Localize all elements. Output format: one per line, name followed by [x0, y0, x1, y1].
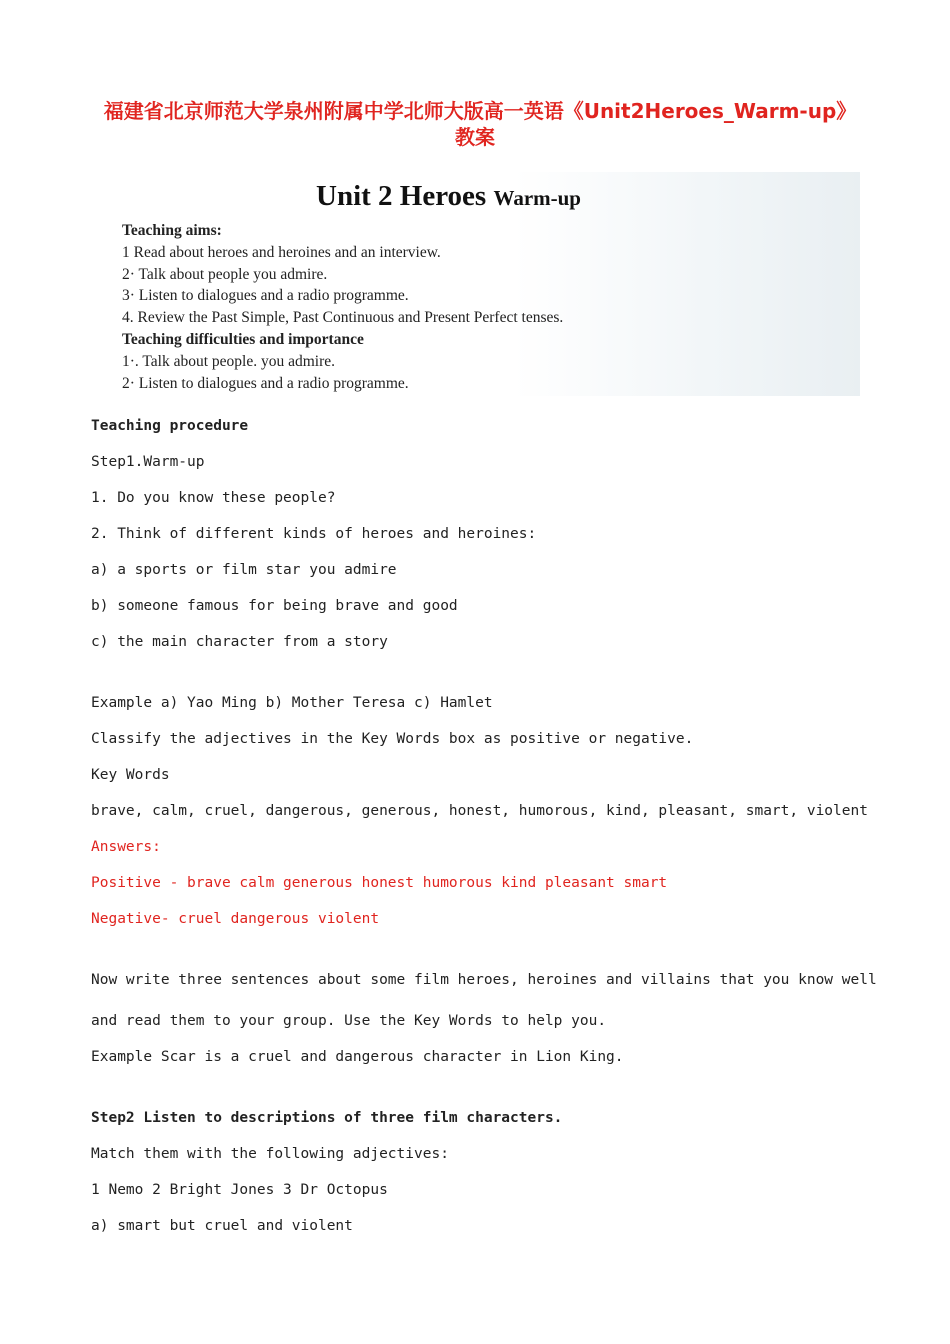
- body-line: Key Words: [91, 767, 170, 783]
- aim-item: 2· Talk about people you admire.: [122, 265, 328, 283]
- body-line: and read them to your group. Use the Key Words to help you.: [91, 1013, 607, 1029]
- body-line: a) a sports or film star you admire: [91, 562, 397, 578]
- body-line: Example Scar is a cruel and dangerous character in Lion King.: [91, 1049, 624, 1065]
- body-line: Classify the adjectives in the Key Words box as positive or negative.: [91, 731, 694, 747]
- answers-negative: Negative- cruel dangerous violent: [91, 911, 380, 927]
- unit-banner-image: [90, 172, 860, 396]
- aim-item: 3· Listen to dialogues and a radio programme.: [122, 287, 409, 305]
- body-line: Now write three sentences about some film heroes, heroines and villains that you know well: [91, 972, 877, 988]
- step-heading: Step2 Listen to descriptions of three film characters.: [91, 1110, 563, 1126]
- aim-item: 4. Review the Past Simple, Past Continuous and Present Perfect tenses.: [122, 309, 564, 327]
- section-heading: Teaching procedure: [91, 418, 249, 434]
- difficulty-item: 2· Listen to dialogues and a radio programme.: [122, 374, 409, 392]
- aims-heading: Teaching aims:: [122, 222, 222, 239]
- difficulty-item: 1·. Talk about people. you admire.: [122, 352, 335, 370]
- body-line: c) the main character from a story: [91, 634, 388, 650]
- aim-item: 1 Read about heroes and heroines and an interview.: [122, 243, 441, 261]
- banner-title: [316, 180, 581, 213]
- difficulties-heading: Teaching difficulties and importance: [122, 330, 364, 348]
- body-line: 1 Nemo 2 Bright Jones 3 Dr Octopus: [91, 1182, 388, 1198]
- banner-title-sub: Warm-up: [493, 186, 581, 210]
- body-line: 1. Do you know these people?: [91, 490, 336, 506]
- answers-label: Answers:: [91, 839, 161, 855]
- banner-text: [122, 220, 563, 394]
- body-line: 2. Think of different kinds of heroes and heroines:: [91, 526, 537, 542]
- banner-title-main: Unit 2 Heroes: [316, 180, 487, 212]
- body-line: Match them with the following adjectives:: [91, 1146, 449, 1162]
- body-line: Example a) Yao Ming b) Mother Teresa c) Hamlet: [91, 695, 493, 711]
- document-title: 福建省北京师范大学泉州附属中学北师大版高一英语《Unit2Heroes_Warm-up》教案: [103, 99, 847, 149]
- key-words-line: brave, calm, cruel, dangerous, generous, honest, humorous, kind, pleasant, smart, violent: [91, 803, 868, 819]
- step-heading: Step1.Warm-up: [91, 454, 205, 470]
- body-line: a) smart but cruel and violent: [91, 1218, 353, 1234]
- answers-positive: Positive - brave calm generous honest humorous kind pleasant smart: [91, 875, 668, 891]
- body-line: b) someone famous for being brave and good: [91, 598, 458, 614]
